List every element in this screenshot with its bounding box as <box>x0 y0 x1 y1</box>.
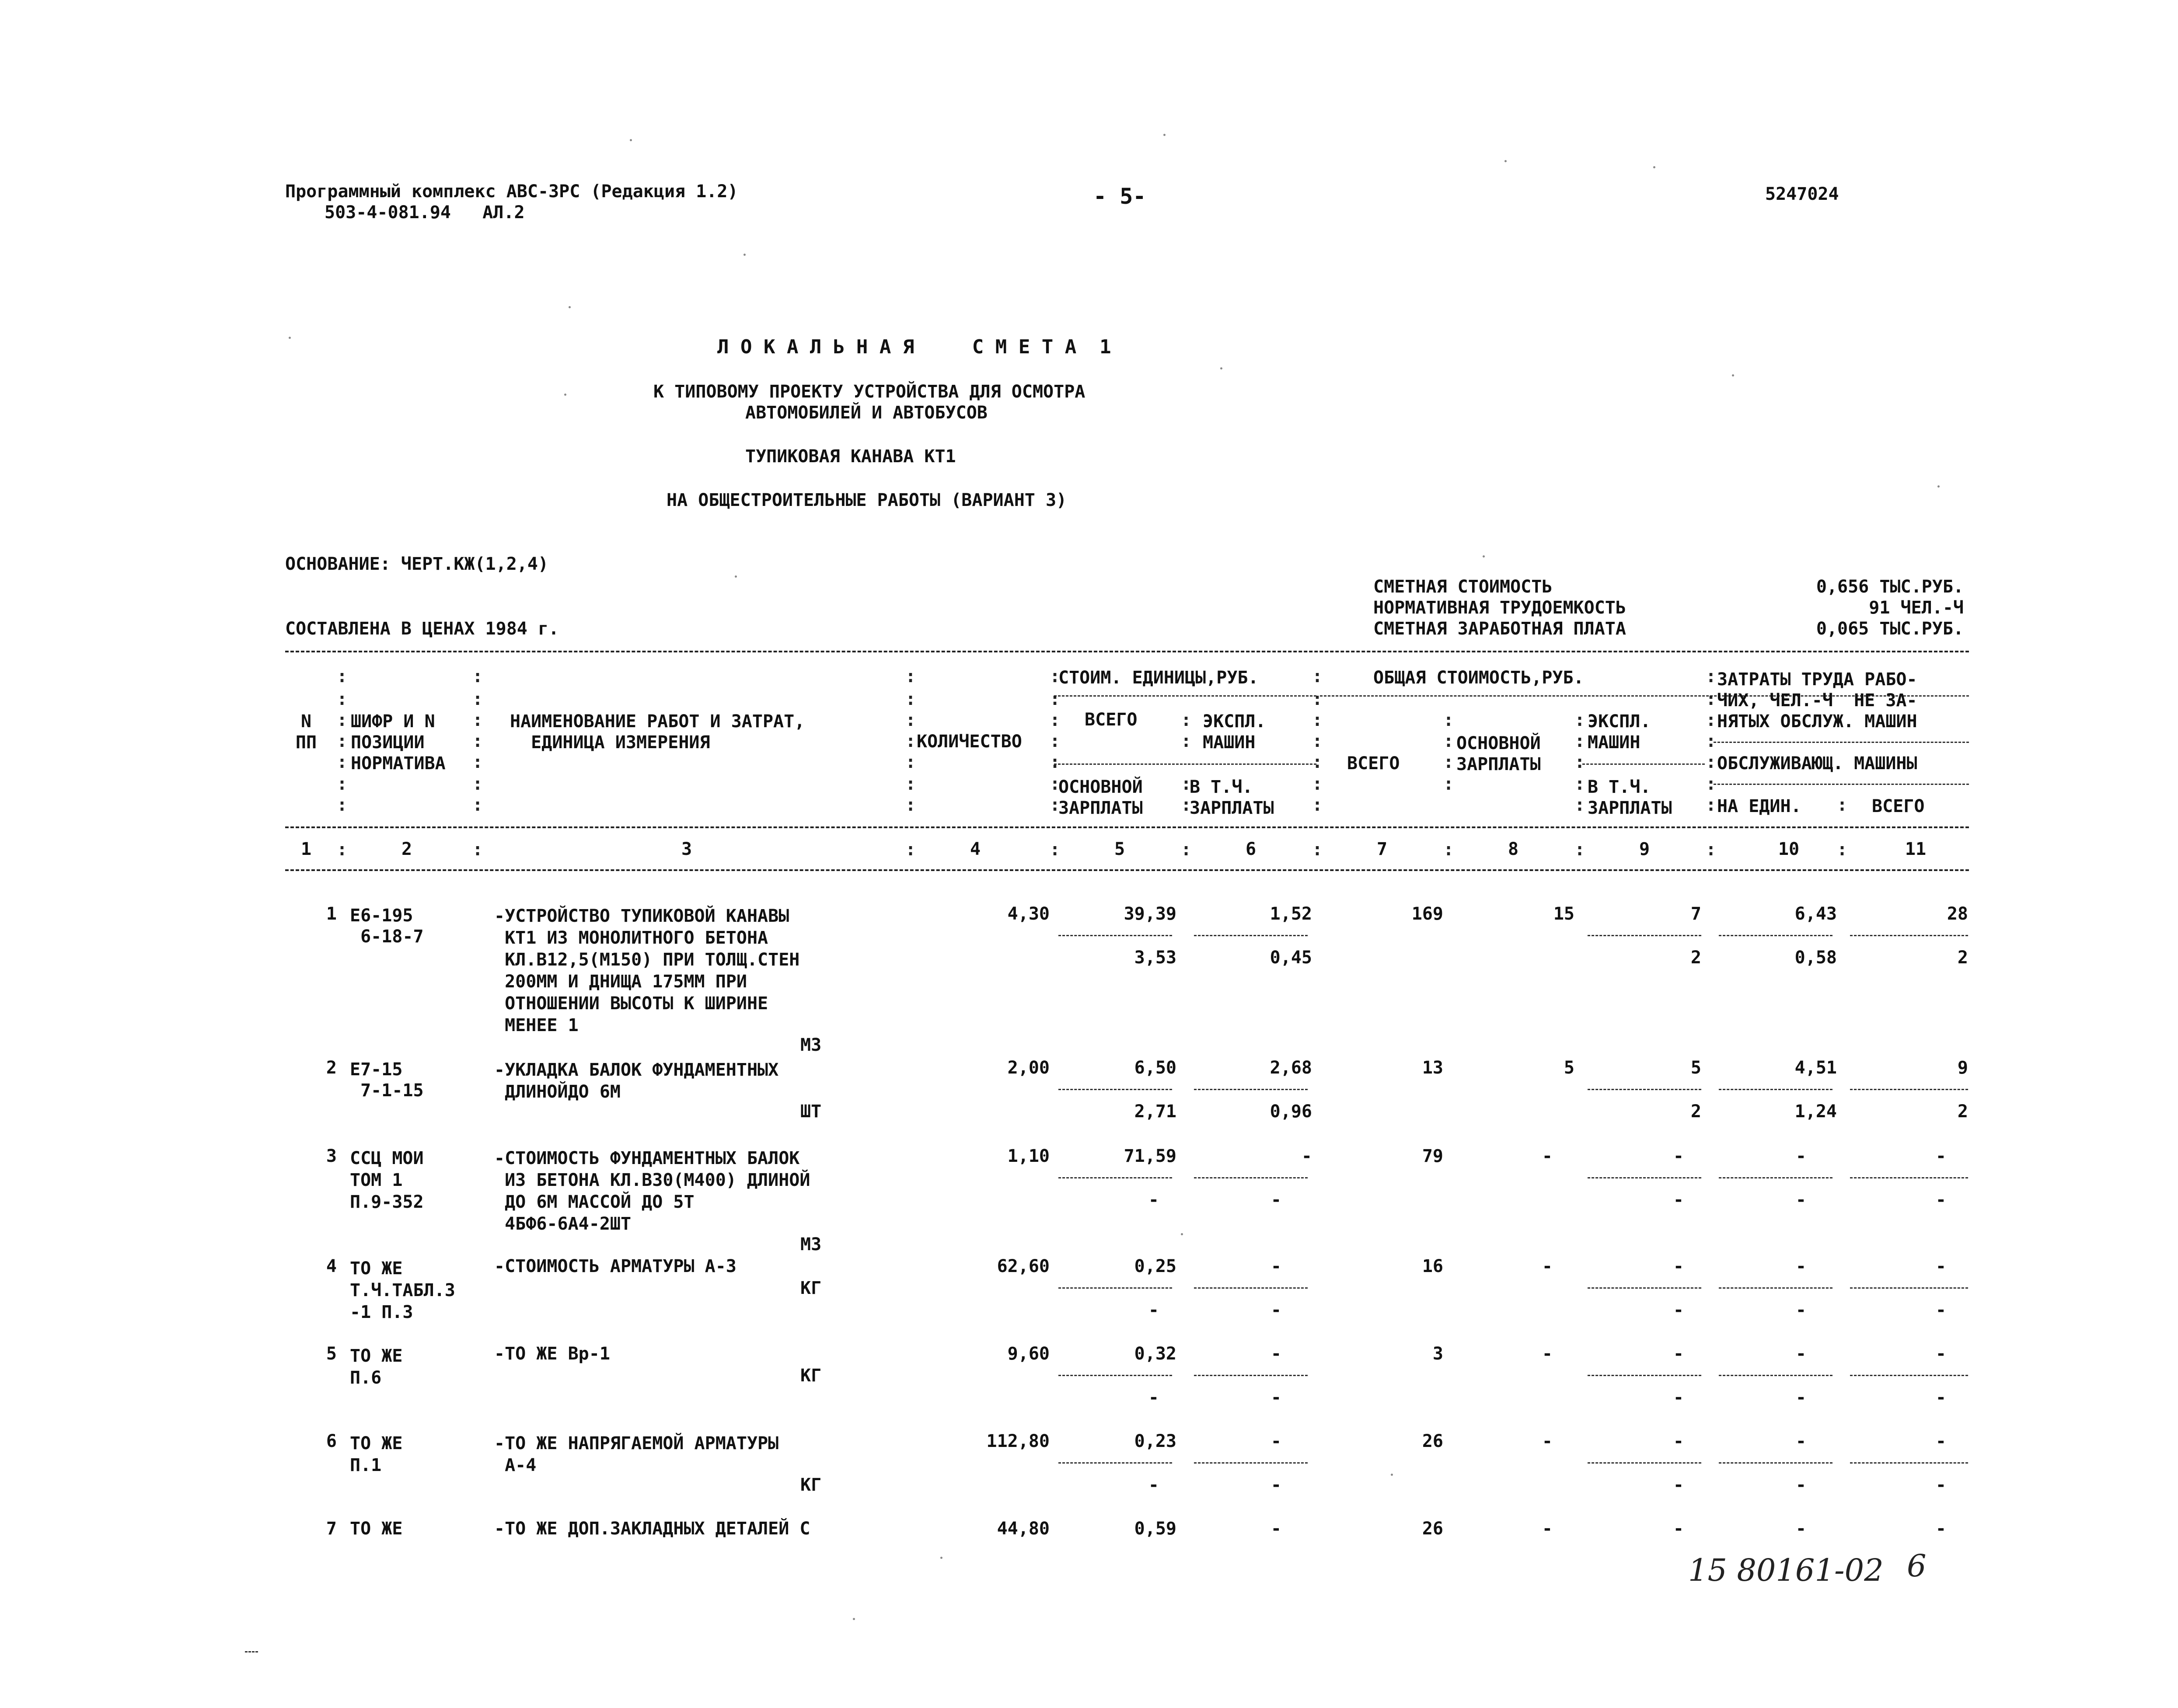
row-2-code: Е7-15 7-1-15 <box>350 1060 424 1101</box>
row-7-n: 7 <box>326 1519 337 1539</box>
row-2-name: -УКЛАДКА БАЛОК ФУНДАМЕНТНЫХ ДЛИНОЙДО 6М <box>494 1060 779 1102</box>
row-4-c5: 0,25 <box>1134 1256 1176 1276</box>
col-header-total-machine: ЭКСПЛ. МАШИН <box>1588 711 1651 753</box>
row-5-qty: 9,60 <box>1007 1344 1050 1364</box>
row-6-split-5 <box>1058 1462 1172 1464</box>
col-header-unit-incl-wage: В Т.Ч. ЗАРПЛАТЫ <box>1190 777 1274 818</box>
row-2-c9-wage: 2 <box>1690 1101 1701 1122</box>
row-6-unit: КГ <box>800 1475 822 1495</box>
row-1-n: 1 <box>326 904 337 924</box>
col-header-n: N ПП <box>295 711 317 753</box>
svg-text::: : <box>905 731 916 751</box>
col-header-unit-total: ВСЕГО <box>1085 710 1138 730</box>
row-5-c9: - <box>1673 1344 1684 1364</box>
svg-text::: : <box>1574 774 1585 794</box>
row-5-split-9 <box>1588 1375 1701 1376</box>
scan-mark <box>245 1651 258 1652</box>
row-1-c8: 15 <box>1553 904 1574 924</box>
row-7-c8: - <box>1542 1519 1553 1539</box>
row-3-split-9 <box>1588 1177 1701 1178</box>
col-header-total-incl-wage: В Т.Ч. ЗАРПЛАТЫ <box>1588 777 1672 818</box>
row-6-qty: 112,80 <box>986 1431 1050 1451</box>
svg-text::: : <box>1574 752 1585 772</box>
row-5-c6-wage: - <box>1270 1387 1281 1408</box>
col-number-8: 8 <box>1508 839 1519 859</box>
title-line-1: К ТИПОВОМУ ПРОЕКТУ УСТРОЙСТВА ДЛЯ ОСМОТРА <box>653 382 1086 402</box>
title-line-3: ТУПИКОВАЯ КАНАВА КТ1 <box>745 446 956 467</box>
row-1-unit: М3 <box>800 1035 822 1055</box>
svg-text::: : <box>472 731 483 751</box>
row-5-n: 5 <box>326 1344 337 1364</box>
svg-text::: : <box>1837 795 1848 815</box>
prices-year: СОСТАВЛЕНА В ЦЕНАХ 1984 г. <box>285 619 559 639</box>
svg-text::: : <box>1706 710 1717 730</box>
row-5-c5-wage: - <box>1148 1387 1159 1408</box>
row-3-c5-wage: - <box>1148 1190 1159 1210</box>
svg-text::: : <box>905 795 916 815</box>
row-7-qty: 44,80 <box>997 1519 1050 1539</box>
scan-speck <box>743 254 746 256</box>
scan-speck <box>630 139 632 141</box>
summary-label-cost: СМЕТНАЯ СТОИМОСТЬ <box>1373 577 1553 597</box>
row-1-c10: 6,43 <box>1794 904 1837 924</box>
svg-text::: : <box>1574 710 1585 730</box>
scan-speck <box>569 306 571 308</box>
svg-text::: : <box>337 795 348 815</box>
svg-text::: : <box>1312 710 1323 730</box>
basis: ОСНОВАНИЕ: ЧЕРТ.КЖ(1,2,4) <box>285 554 549 574</box>
svg-text::: : <box>1312 774 1323 794</box>
svg-text::: : <box>1050 774 1061 794</box>
row-1-c9-wage: 2 <box>1690 948 1701 968</box>
row-4-c11-wage: - <box>1935 1300 1946 1320</box>
row-6-c8: - <box>1542 1431 1553 1451</box>
col-number-11: 11 <box>1905 839 1927 859</box>
svg-text::: : <box>1050 710 1061 730</box>
title-line-2: АВТОМОБИЛЕЙ И АВТОБУСОВ <box>745 403 988 423</box>
row-7-name: -ТО ЖЕ ДОП.ЗАКЛАДНЫХ ДЕТАЛЕЙ С <box>494 1519 810 1539</box>
row-5-c10: - <box>1795 1344 1806 1364</box>
svg-text::: : <box>1312 840 1323 860</box>
svg-text::: : <box>1706 774 1717 794</box>
row-4-c9: - <box>1673 1256 1684 1276</box>
row-5-split-5 <box>1058 1375 1172 1376</box>
row-2-c11-wage: 2 <box>1957 1101 1968 1122</box>
row-6-code: ТО ЖЕ П.1 <box>350 1433 403 1475</box>
row-1-qty: 4,30 <box>1007 904 1050 924</box>
col-number-6: 6 <box>1245 839 1257 859</box>
row-7-c7: 26 <box>1422 1519 1443 1539</box>
row-3-split-11 <box>1850 1177 1968 1178</box>
summary-value-wage: 0,065 ТЫС.РУБ. <box>1816 619 1964 639</box>
handwritten-sheet-number: 6 <box>1907 1548 1927 1584</box>
svg-text::: : <box>905 752 916 772</box>
svg-text::: : <box>905 774 916 794</box>
svg-text::: : <box>1050 689 1061 709</box>
scan-speck <box>1937 485 1940 488</box>
row-3-c10: - <box>1795 1146 1806 1166</box>
row-5-split-6 <box>1194 1375 1308 1376</box>
row-7-c11: - <box>1935 1519 1946 1539</box>
row-1-name: -УСТРОЙСТВО ТУПИКОВОЙ КАНАВЫ КТ1 ИЗ МОНОЛИТНОГО БЕТОНА КЛ.В12,5(М150) ПРИ ТОЛЩ.СТЕН 200ММ И ДНИЩА 175ММ ПРИ ОТНОШЕНИИ ВЫСОТЫ К ШИРИНЕ МЕНЕЕ 1 <box>494 906 800 1035</box>
row-3-split-6 <box>1194 1177 1308 1178</box>
svg-text::: : <box>1443 752 1454 772</box>
row-1-code: Е6-195 6-18-7 <box>350 906 424 947</box>
row-2-split-6 <box>1194 1089 1308 1090</box>
row-6-name: -ТО ЖЕ НАПРЯГАЕМОЙ АРМАТУРЫ А-4 <box>494 1433 779 1475</box>
row-3-c7: 79 <box>1422 1146 1443 1166</box>
col-header-labor-total: ВСЕГО <box>1872 796 1925 816</box>
svg-text::: : <box>1443 840 1454 860</box>
col-number-7: 7 <box>1376 839 1388 859</box>
row-6-split-9 <box>1588 1462 1701 1464</box>
row-2-c10: 4,51 <box>1794 1058 1837 1078</box>
scan-speck <box>1653 166 1655 168</box>
row-1-c7: 169 <box>1411 904 1443 924</box>
row-4-split-11 <box>1850 1287 1968 1289</box>
svg-text::: : <box>1443 710 1454 730</box>
row-6-c6-wage: - <box>1270 1475 1281 1495</box>
col-header-labor-unit: НА ЕДИН. <box>1717 796 1801 816</box>
row-3-c10-wage: - <box>1795 1190 1806 1210</box>
svg-text::: : <box>472 774 483 794</box>
row-2-n: 2 <box>326 1058 337 1078</box>
scan-speck <box>1163 134 1166 136</box>
row-2-unit: ШТ <box>800 1101 822 1122</box>
estimate-title: Л О К А Л Ь Н А Я С М Е Т А 1 <box>717 336 1111 358</box>
scan-speck <box>564 394 566 396</box>
row-3-c6: - <box>1301 1146 1312 1166</box>
row-5-c8: - <box>1542 1344 1553 1364</box>
col-number-10: 10 <box>1778 839 1800 859</box>
svg-text::: : <box>1312 689 1323 709</box>
svg-text::: : <box>337 666 348 687</box>
scan-speck <box>853 1618 855 1620</box>
svg-text::: : <box>472 795 483 815</box>
row-5-c9-wage: - <box>1673 1387 1684 1408</box>
document-code: 503-4-081.94 АЛ.2 <box>325 202 525 223</box>
svg-text::: : <box>1312 666 1323 687</box>
row-3-c8: - <box>1542 1146 1553 1166</box>
row-3-code: ССЦ МОИ ТОМ 1 П.9-352 <box>350 1148 424 1212</box>
svg-text::: : <box>337 752 348 772</box>
col-number-2: 2 <box>401 839 412 859</box>
document-number: 5247024 <box>1765 184 1839 204</box>
summary-value-cost: 0,656 ТЫС.РУБ. <box>1816 577 1964 597</box>
svg-text::: : <box>1181 731 1192 751</box>
col-header-qty: КОЛИЧЕСТВО <box>917 732 1022 752</box>
scan-speck <box>1504 160 1507 162</box>
row-2-split-10 <box>1719 1089 1832 1090</box>
svg-text::: : <box>1181 795 1192 815</box>
row-3-name: -СТОИМОСТЬ ФУНДАМЕНТНЫХ БАЛОК ИЗ БЕТОНА КЛ.В30(М400) ДЛИНОЙ ДО 6М МАССОЙ ДО 5Т 4БФ6-6А4-2ШТ <box>494 1148 810 1234</box>
program-name: Программный комплекс АВС-ЗРС (Редакция 1.2) <box>285 181 738 202</box>
row-6-split-6 <box>1194 1462 1308 1464</box>
row-4-c9-wage: - <box>1673 1300 1684 1320</box>
row-6-c7: 26 <box>1422 1431 1443 1451</box>
col-header-unit-wage: ОСНОВНОЙ ЗАРПЛАТЫ <box>1058 777 1143 818</box>
row-4-qty: 62,60 <box>997 1256 1050 1276</box>
row-7-code: ТО ЖЕ <box>350 1519 403 1539</box>
row-3-qty: 1,10 <box>1007 1146 1050 1166</box>
row-5-name: -ТО ЖЕ Вр-1 <box>494 1344 610 1364</box>
row-6-c5-wage: - <box>1148 1475 1159 1495</box>
col-header-total-wage: ОСНОВНОЙ ЗАРПЛАТЫ <box>1456 733 1541 774</box>
row-6-c6: - <box>1270 1431 1281 1451</box>
row-4-split-6 <box>1194 1287 1308 1289</box>
row-2-c6: 2,68 <box>1270 1058 1312 1078</box>
row-6-c11-wage: - <box>1935 1475 1946 1495</box>
svg-text::: : <box>1050 666 1061 687</box>
row-4-n: 4 <box>326 1256 337 1276</box>
row-1-split-5 <box>1058 935 1172 936</box>
row-2-c5-wage: 2,71 <box>1134 1101 1176 1122</box>
page-number: - 5- <box>1093 184 1146 209</box>
svg-text::: : <box>1574 840 1585 860</box>
row-3-c11-wage: - <box>1935 1190 1946 1210</box>
row-6-n: 6 <box>326 1431 337 1451</box>
summary-value-labor: 91 ЧЕЛ.-Ч <box>1869 598 1964 618</box>
svg-text::: : <box>1181 774 1192 794</box>
row-3-unit: М3 <box>800 1234 822 1255</box>
svg-text::: : <box>905 689 916 709</box>
col-header-unit-machine: ЭКСПЛ. МАШИН <box>1203 711 1266 753</box>
row-7-c6: - <box>1270 1519 1281 1539</box>
scan-speck <box>1220 367 1222 369</box>
row-4-split-5 <box>1058 1287 1172 1289</box>
row-4-name: -СТОИМОСТЬ АРМАТУРЫ А-3 <box>494 1256 736 1276</box>
row-2-split-11 <box>1850 1089 1968 1090</box>
col-number-9: 9 <box>1639 839 1650 859</box>
row-1-c11-wage: 2 <box>1957 948 1968 968</box>
svg-text::: : <box>337 710 348 730</box>
title-line-4: НА ОБЩЕСТРОИТЕЛЬНЫЕ РАБОТЫ (ВАРИАНТ 3) <box>667 490 1067 510</box>
col-header-labor: ЗАТРАТЫ ТРУДА РАБО- ЧИХ, ЧЕЛ.-Ч НЕ ЗА- НЯТЫХ ОБСЛУЖ. МАШИН <box>1717 669 1917 732</box>
row-5-c6: - <box>1270 1344 1281 1364</box>
row-3-c6-wage: - <box>1270 1190 1281 1210</box>
row-5-c5: 0,32 <box>1134 1344 1176 1364</box>
row-2-c10-wage: 1,24 <box>1794 1101 1837 1122</box>
svg-text::: : <box>472 666 483 687</box>
row-6-c5: 0,23 <box>1134 1431 1176 1451</box>
row-1-c11: 28 <box>1947 904 1968 924</box>
svg-text::: : <box>1706 666 1717 687</box>
row-4-c10-wage: - <box>1795 1300 1806 1320</box>
row-4-unit: КГ <box>800 1278 822 1298</box>
row-6-split-11 <box>1850 1462 1968 1464</box>
svg-text::: : <box>905 840 916 860</box>
col-header-labor-machine: ОБСЛУЖИВАЮЩ. МАШИНЫ <box>1717 753 1917 774</box>
row-1-c6: 1,52 <box>1270 904 1312 924</box>
row-2-split-9 <box>1588 1089 1701 1090</box>
scan-speck <box>1181 1233 1183 1235</box>
row-7-c9: - <box>1673 1519 1684 1539</box>
svg-text::: : <box>1050 840 1061 860</box>
row-5-c10-wage: - <box>1795 1387 1806 1408</box>
svg-text::: : <box>1706 795 1717 815</box>
row-2-c8: 5 <box>1564 1058 1574 1078</box>
row-7-c10: - <box>1795 1519 1806 1539</box>
row-3-split-10 <box>1719 1177 1832 1178</box>
row-6-split-10 <box>1719 1462 1832 1464</box>
row-1-split-11 <box>1850 935 1968 936</box>
row-4-c7: 16 <box>1422 1256 1443 1276</box>
scan-speck <box>940 1557 942 1559</box>
row-1-c6-wage: 0,45 <box>1270 948 1312 968</box>
row-4-c5-wage: - <box>1148 1300 1159 1320</box>
row-4-c6: - <box>1270 1256 1281 1276</box>
row-4-code: ТО ЖЕ Т.Ч.ТАБЛ.3 -1 П.3 <box>350 1258 455 1322</box>
col-header-total-all: ВСЕГО <box>1347 753 1400 774</box>
svg-text::: : <box>905 710 916 730</box>
svg-text::: : <box>1443 774 1454 794</box>
row-1-split-9 <box>1588 935 1701 936</box>
row-2-c6-wage: 0,96 <box>1270 1101 1312 1122</box>
col-header-name: НАИМЕНОВАНИЕ РАБОТ И ЗАТРАТ, ЕДИНИЦА ИЗМЕРЕНИЯ <box>510 711 805 753</box>
summary-label-labor: НОРМАТИВНАЯ ТРУДОЕМКОСТЬ <box>1373 598 1626 618</box>
svg-text::: : <box>1837 840 1848 860</box>
row-6-c9-wage: - <box>1673 1475 1684 1495</box>
row-6-c9: - <box>1673 1431 1684 1451</box>
col-number-1: 1 <box>300 839 312 859</box>
row-3-n: 3 <box>326 1146 337 1166</box>
row-2-qty: 2,00 <box>1007 1058 1050 1078</box>
row-6-c10-wage: - <box>1795 1475 1806 1495</box>
svg-text::: : <box>472 689 483 709</box>
row-2-c11: 9 <box>1957 1058 1968 1078</box>
row-2-c7: 13 <box>1422 1058 1443 1078</box>
row-3-split-5 <box>1058 1177 1172 1178</box>
svg-text::: : <box>337 731 348 751</box>
svg-text::: : <box>1312 752 1323 772</box>
svg-text::: : <box>472 840 483 860</box>
col-header-unit-cost: СТОИМ. ЕДИНИЦЫ,РУБ. <box>1058 668 1259 688</box>
row-5-split-11 <box>1850 1375 1968 1376</box>
row-5-c11-wage: - <box>1935 1387 1946 1408</box>
row-5-split-10 <box>1719 1375 1832 1376</box>
row-4-c11: - <box>1935 1256 1946 1276</box>
svg-text::: : <box>1050 752 1061 772</box>
row-1-split-10 <box>1719 935 1832 936</box>
svg-text::: : <box>1050 795 1061 815</box>
row-3-c9: - <box>1673 1146 1684 1166</box>
row-5-c7: 3 <box>1432 1344 1443 1364</box>
svg-text::: : <box>1181 710 1192 730</box>
row-2-c5: 6,50 <box>1134 1058 1176 1078</box>
scan-speck <box>1391 1474 1393 1476</box>
row-4-split-9 <box>1588 1287 1701 1289</box>
scan-speck <box>1732 374 1734 376</box>
row-3-c5: 71,59 <box>1124 1146 1176 1166</box>
row-4-c6-wage: - <box>1270 1300 1281 1320</box>
svg-text::: : <box>1706 731 1717 751</box>
row-7-c5: 0,59 <box>1134 1519 1176 1539</box>
svg-text::: : <box>1050 731 1061 751</box>
col-header-total-cost: ОБЩАЯ СТОИМОСТЬ,РУБ. <box>1373 668 1584 688</box>
svg-text::: : <box>1706 752 1717 772</box>
svg-text::: : <box>1312 731 1323 751</box>
svg-text::: : <box>337 840 348 860</box>
scan-speck <box>289 337 291 339</box>
row-1-c5-wage: 3,53 <box>1134 948 1176 968</box>
row-1-c5: 39,39 <box>1124 904 1176 924</box>
col-number-4: 4 <box>970 839 981 859</box>
row-5-c11: - <box>1935 1344 1946 1364</box>
svg-text::: : <box>1312 795 1323 815</box>
svg-text::: : <box>1443 731 1454 751</box>
row-3-c9-wage: - <box>1673 1190 1684 1210</box>
svg-text::: : <box>472 752 483 772</box>
svg-text::: : <box>905 666 916 687</box>
row-5-code: ТО ЖЕ П.6 <box>350 1346 403 1388</box>
scan-speck <box>1483 555 1485 558</box>
row-5-unit: КГ <box>800 1366 822 1386</box>
row-4-split-10 <box>1719 1287 1832 1289</box>
row-1-c9: 7 <box>1690 904 1701 924</box>
svg-text::: : <box>1574 731 1585 751</box>
svg-text::: : <box>472 710 483 730</box>
svg-text::: : <box>337 689 348 709</box>
row-2-split-5 <box>1058 1089 1172 1090</box>
row-3-c11: - <box>1935 1146 1946 1166</box>
handwritten-code: 15 80161-02 <box>1688 1552 1884 1588</box>
col-number-5: 5 <box>1114 839 1125 859</box>
col-header-code: ШИФР И N ПОЗИЦИИ НОРМАТИВА <box>351 711 446 774</box>
row-6-c11: - <box>1935 1431 1946 1451</box>
svg-text::: : <box>337 774 348 794</box>
svg-text::: : <box>1181 840 1192 860</box>
svg-text::: : <box>1706 689 1717 709</box>
row-6-c10: - <box>1795 1431 1806 1451</box>
row-2-c9: 5 <box>1690 1058 1701 1078</box>
row-4-c10: - <box>1795 1256 1806 1276</box>
row-1-c10-wage: 0,58 <box>1794 948 1837 968</box>
col-number-3: 3 <box>681 839 692 859</box>
svg-text::: : <box>1706 840 1717 860</box>
svg-text::: : <box>1574 795 1585 815</box>
row-4-c8: - <box>1542 1256 1553 1276</box>
row-1-split-6 <box>1194 935 1308 936</box>
scan-speck <box>735 575 737 578</box>
summary-label-wage: СМЕТНАЯ ЗАРАБОТНАЯ ПЛАТА <box>1373 619 1626 639</box>
